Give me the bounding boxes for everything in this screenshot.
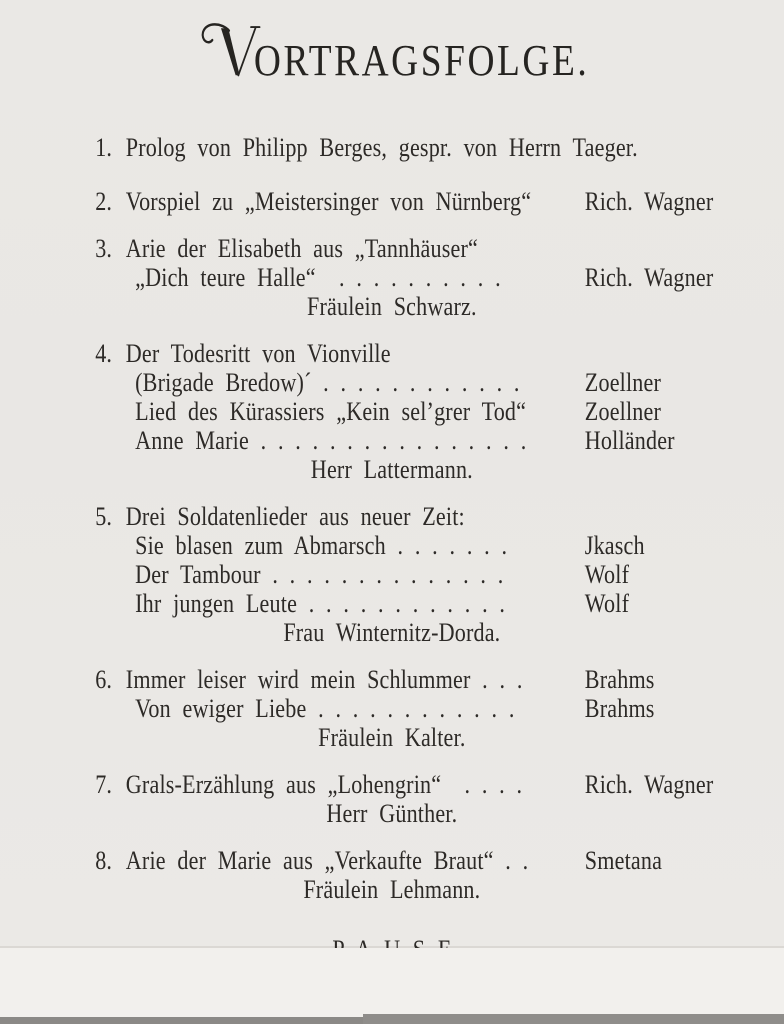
scan-edge-bar-left — [0, 1017, 363, 1024]
piece-title: Der Tambour . . . . . . . . . . . . . . — [135, 560, 504, 589]
performer-name: Herr Lattermann. — [310, 455, 473, 484]
composer-name: Rich. Wagner — [584, 263, 714, 292]
composer-name: Brahms — [584, 665, 655, 694]
composer-name: Wolf — [584, 589, 630, 618]
piece-title: Arie der Marie aus „Verkaufte Braut“ . . — [125, 846, 529, 875]
program-item — [0, 502, 784, 647]
item-number: 7. — [95, 770, 113, 799]
piece-title: Ihr jungen Leute . . . . . . . . . . . . — [135, 589, 506, 618]
composer-name: Jkasch — [584, 531, 645, 560]
piece-title: „Dich teure Halle“ . . . . . . . . . . — [135, 263, 501, 292]
program-item — [0, 846, 784, 904]
piece-title: (Brigade Bredow)´ . . . . . . . . . . . . — [135, 368, 520, 397]
program-line — [0, 502, 784, 531]
program-line — [0, 694, 784, 723]
piece-title: Sie blasen zum Abmarsch . . . . . . . — [135, 531, 508, 560]
program-line — [0, 770, 784, 799]
piece-title: Von ewiger Liebe . . . . . . . . . . . . — [135, 694, 515, 723]
item-number: 5. — [95, 502, 113, 531]
program-list — [0, 133, 784, 904]
composer-name: Brahms — [584, 694, 655, 723]
page-content — [0, 22, 784, 964]
program-item — [0, 770, 784, 828]
page-title-text: ORTRAGSFOLGE. — [253, 36, 590, 85]
piece-title: Vorspiel zu „Meistersinger von Nürnberg“ — [125, 187, 532, 216]
performer-line — [0, 455, 784, 484]
item-number: 4. — [95, 339, 113, 368]
item-number: 2. — [95, 187, 113, 216]
title-initial-v — [194, 22, 262, 87]
program-line — [0, 589, 784, 618]
program-item — [0, 187, 784, 216]
program-line — [0, 846, 784, 875]
program-line — [0, 263, 784, 292]
item-number: 6. — [95, 665, 113, 694]
program-line — [0, 665, 784, 694]
composer-name: Zoellner — [584, 368, 662, 397]
composer-name: Holländer — [584, 426, 675, 455]
piece-title: Drei Soldatenlieder aus neuer Zeit: — [125, 502, 465, 531]
program-line — [0, 368, 784, 397]
performer-name: Fräulein Kalter. — [318, 723, 466, 752]
program-item — [0, 133, 784, 162]
program-item — [0, 665, 784, 752]
program-line — [0, 339, 784, 368]
performer-line — [0, 292, 784, 321]
program-item — [0, 234, 784, 321]
program-line — [0, 560, 784, 589]
composer-name: Rich. Wagner — [584, 187, 714, 216]
scanner-background — [0, 948, 784, 1024]
piece-title: Arie der Elisabeth aus „Tannhäuser“ — [125, 234, 479, 263]
piece-title: Lied des Kürassiers „Kein sel’grer Tod“ — [135, 397, 527, 426]
piece-title: Der Todesritt von Vionville — [125, 339, 391, 368]
performer-line — [0, 799, 784, 828]
performer-name: Frau Winternitz-Dorda. — [283, 618, 501, 647]
page-title — [0, 22, 784, 85]
piece-title: Prolog von Philipp Berges, gespr. von Herrn Taeger. — [125, 133, 638, 162]
program-line — [0, 397, 784, 426]
performer-name: Herr Günther. — [326, 799, 458, 828]
performer-line — [0, 618, 784, 647]
item-number: 3. — [95, 234, 113, 263]
program-line — [0, 234, 784, 263]
program-line — [0, 187, 784, 216]
performer-name: Fräulein Schwarz. — [307, 292, 477, 321]
composer-name: Smetana — [584, 846, 663, 875]
item-number: 8. — [95, 846, 113, 875]
performer-line — [0, 723, 784, 752]
composer-name: Zoellner — [584, 397, 662, 426]
program-line — [0, 426, 784, 455]
piece-title: Immer leiser wird mein Schlummer . . . — [125, 665, 523, 694]
piece-title: Anne Marie . . . . . . . . . . . . . . . . — [135, 426, 527, 455]
composer-name: Wolf — [584, 560, 630, 589]
program-line — [0, 133, 784, 162]
performer-name: Fräulein Lehmann. — [303, 875, 481, 904]
program-item — [0, 339, 784, 484]
scan-edge-bar-right — [363, 1014, 784, 1024]
item-number: 1. — [95, 133, 113, 162]
piece-title: Grals-Erzählung aus „Lohengrin“ . . . . — [125, 770, 523, 799]
performer-line — [0, 875, 784, 904]
program-line — [0, 531, 784, 560]
composer-name: Rich. Wagner — [584, 770, 714, 799]
